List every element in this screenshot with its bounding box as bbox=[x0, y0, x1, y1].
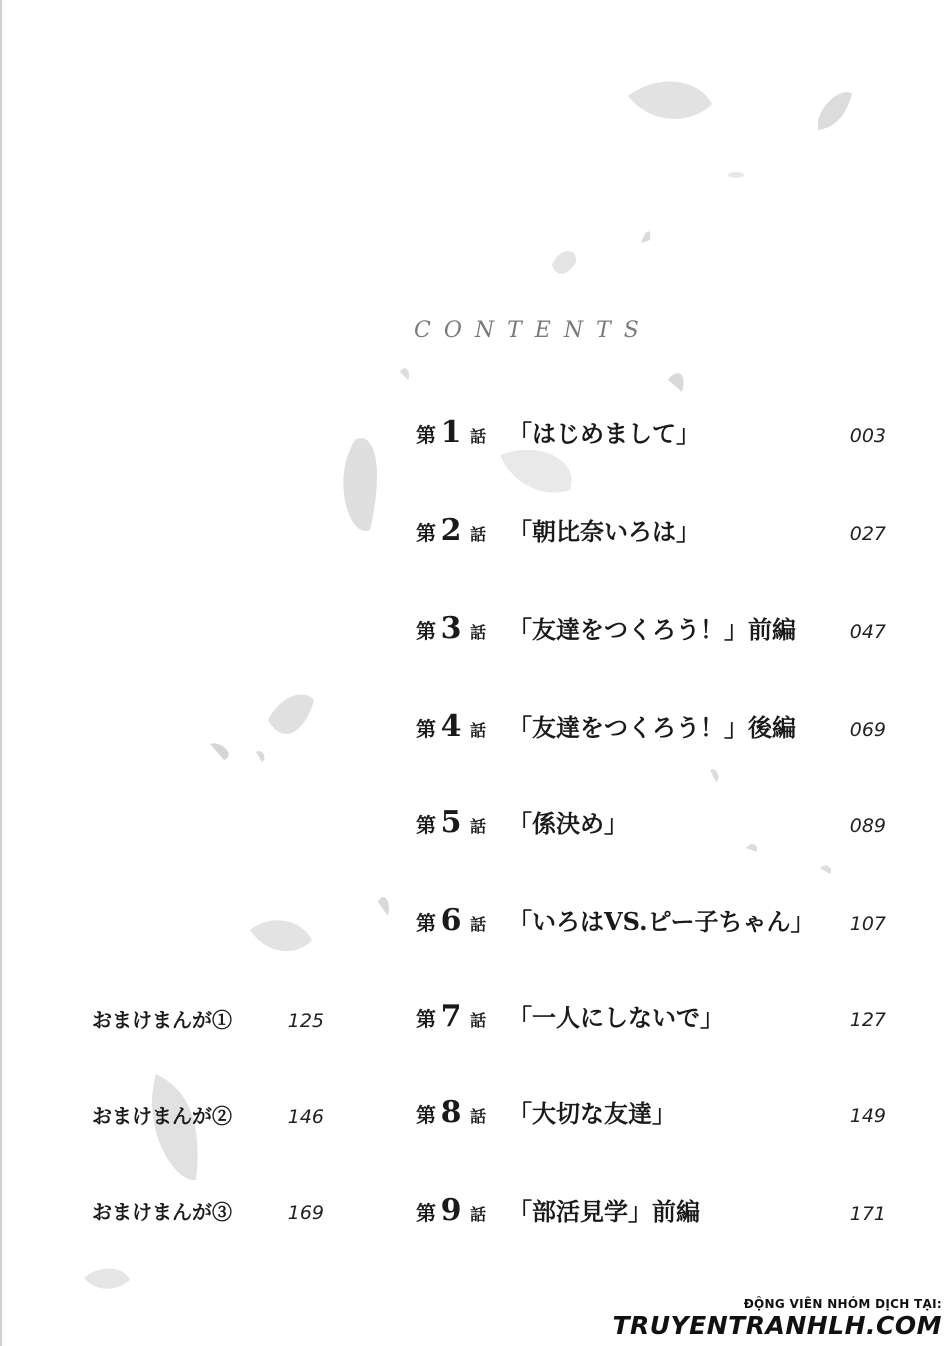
chapter-page: 089 bbox=[849, 815, 886, 837]
credit-site: TRUYENTRANHLH.COM bbox=[612, 1311, 942, 1340]
extra-page: 146 bbox=[287, 1106, 324, 1128]
chapter-number: 2 bbox=[440, 513, 462, 548]
chapter-page: 047 bbox=[849, 621, 886, 643]
scanlation-credit bbox=[612, 1297, 942, 1340]
chapter-number: 7 bbox=[440, 999, 462, 1034]
chapter-row-2 bbox=[416, 512, 886, 556]
chapter-title: 「友達をつくろう！」後編 bbox=[508, 713, 796, 742]
extra-row-2 bbox=[92, 1100, 324, 1140]
chapter-suffix: 話 bbox=[470, 721, 487, 740]
chapter-number: 5 bbox=[440, 805, 462, 840]
chapter-row-7 bbox=[416, 998, 886, 1042]
chapter-row-3 bbox=[416, 610, 886, 654]
chapter-row-5 bbox=[416, 804, 886, 848]
chapter-prefix: 第 bbox=[416, 619, 436, 643]
chapter-row-1 bbox=[416, 414, 886, 458]
chapter-number: 4 bbox=[440, 709, 462, 744]
chapter-title: 「部活見学」前編 bbox=[508, 1197, 700, 1226]
chapter-row-4 bbox=[416, 708, 886, 752]
extra-title: おまけまんが② bbox=[92, 1104, 232, 1128]
extra-page: 125 bbox=[287, 1010, 324, 1032]
extra-title: おまけまんが① bbox=[92, 1008, 232, 1032]
chapter-prefix: 第 bbox=[416, 911, 436, 935]
chapter-number: 6 bbox=[440, 903, 462, 938]
chapter-row-9 bbox=[416, 1192, 886, 1236]
chapter-prefix: 第 bbox=[416, 1103, 436, 1127]
extra-row-3 bbox=[92, 1196, 324, 1236]
chapter-prefix: 第 bbox=[416, 521, 436, 545]
chapter-title: 「はじめまして」 bbox=[508, 419, 700, 448]
chapter-title: 「一人にしないで」 bbox=[508, 1003, 724, 1032]
chapter-suffix: 話 bbox=[470, 1011, 487, 1030]
chapter-suffix: 話 bbox=[470, 427, 487, 446]
chapter-row-8 bbox=[416, 1094, 886, 1138]
chapter-suffix: 話 bbox=[470, 1205, 487, 1224]
chapter-page: 171 bbox=[849, 1203, 886, 1225]
chapter-prefix: 第 bbox=[416, 717, 436, 741]
chapter-title: 「係決め」 bbox=[508, 809, 628, 838]
chapter-prefix: 第 bbox=[416, 1201, 436, 1225]
chapter-prefix: 第 bbox=[416, 813, 436, 837]
chapter-title: 「大切な友達」 bbox=[508, 1099, 676, 1128]
chapter-suffix: 話 bbox=[470, 915, 487, 934]
chapter-page: 127 bbox=[849, 1009, 886, 1031]
chapter-page: 027 bbox=[849, 523, 886, 545]
chapter-page: 003 bbox=[849, 425, 886, 447]
chapter-page: 069 bbox=[849, 719, 886, 741]
chapter-suffix: 話 bbox=[470, 817, 487, 836]
extra-page: 169 bbox=[287, 1202, 324, 1224]
chapter-suffix: 話 bbox=[470, 525, 487, 544]
extra-title: おまけまんが③ bbox=[92, 1200, 232, 1224]
chapter-page: 107 bbox=[849, 913, 886, 935]
credit-caption: ĐỘNG VIÊN NHÓM DỊCH TẠI: bbox=[743, 1297, 942, 1311]
extra-row-1 bbox=[92, 1004, 324, 1044]
chapter-row-6 bbox=[416, 902, 886, 946]
chapter-suffix: 話 bbox=[470, 623, 487, 642]
chapter-prefix: 第 bbox=[416, 423, 436, 447]
chapter-page: 149 bbox=[849, 1105, 886, 1127]
chapter-prefix: 第 bbox=[416, 1007, 436, 1031]
chapter-number: 8 bbox=[440, 1095, 462, 1130]
chapter-number: 1 bbox=[440, 415, 462, 450]
chapter-title: 「いろはVS.ピー子ちゃん」 bbox=[508, 907, 815, 936]
chapter-number: 3 bbox=[440, 611, 462, 646]
contents-heading: CONTENTS bbox=[414, 318, 652, 343]
chapter-number: 9 bbox=[440, 1193, 462, 1228]
chapter-title: 「朝比奈いろは」 bbox=[508, 517, 700, 546]
chapter-suffix: 話 bbox=[470, 1107, 487, 1126]
chapter-title: 「友達をつくろう！」前編 bbox=[508, 615, 796, 644]
